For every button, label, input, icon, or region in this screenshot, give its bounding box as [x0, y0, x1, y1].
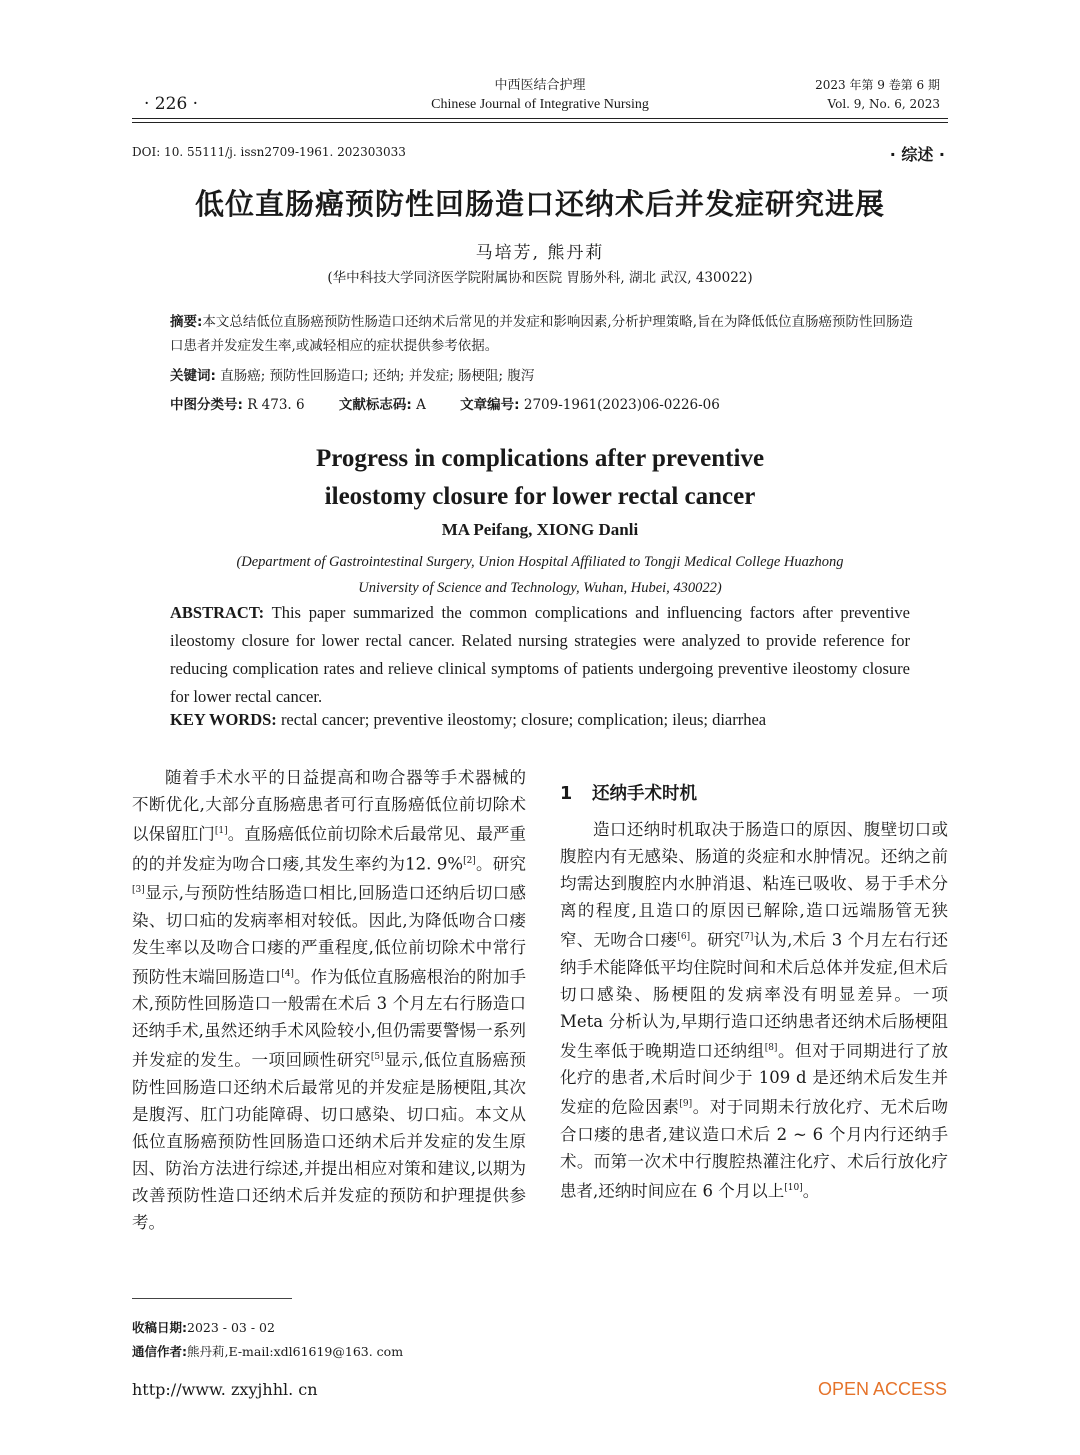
affiliation-en-line1: (Department of Gastrointestinal Surgery, Union Hospital Affiliated to Tongji Medical College Huazhong — [236, 554, 844, 570]
doc-code-label: 文献标志码: — [338, 397, 412, 413]
citation: [9] — [679, 1099, 693, 1109]
abstract-en-text: This paper summarized the common complications and influencing factors after preventive ileostomy closure for lower rectal cancer. Related nursing strategies were analyzed to provide reference for reducing complication rates and relieve clinical symptoms of patients undergoing preventive ileostomy closure for lower rectal cancer. — [170, 603, 910, 706]
section1-column — [560, 816, 948, 1204]
section-title: 还纳手术时机 — [592, 784, 697, 804]
authors-en: MA Peifang, XIONG Danli — [441, 520, 639, 539]
keywords-en — [170, 710, 930, 730]
keywords-cn-text: 直肠癌; 预防性回肠造口; 还纳; 并发症; 肠梗阻; 腹泻 — [220, 368, 535, 384]
title-en-line2: ileostomy closure for lower rectal cancer — [324, 483, 756, 510]
keywords-cn — [170, 364, 915, 384]
citation: [7] — [740, 932, 754, 942]
section-type: · 综述 · — [889, 145, 945, 164]
issue-cn: 2023 年第 9 卷第 6 期 — [815, 78, 940, 92]
affiliation-en — [160, 549, 920, 601]
title-en-line1: Progress in complications after preventive — [315, 445, 765, 472]
title-en — [100, 440, 980, 516]
keywords-en-text: rectal cancer; preventive ileostomy; closure; complication; ileus; diarrhea — [280, 710, 767, 729]
doc-code-value: A — [416, 397, 426, 413]
intro-column — [132, 764, 526, 1236]
citation: [2] — [463, 855, 476, 866]
open-access-label: OPEN ACCESS — [817, 1379, 947, 1399]
journal-name-en: Chinese Journal of Integrative Nursing — [431, 97, 649, 112]
title-cn: 低位直肠癌预防性回肠造口还纳术后并发症研究进展 — [194, 187, 885, 221]
footnotes — [132, 1316, 403, 1364]
doi: DOI: 10. 55111/j. issn2709-1961. 202303033 — [132, 145, 406, 159]
section-number: 1 — [560, 784, 573, 804]
affiliation-cn: (华中科技大学同济医学院附属协和医院 胃肠外科, 湖北 武汉, 430022) — [327, 270, 753, 286]
issue-info — [815, 76, 940, 114]
citation: [5] — [370, 1052, 384, 1062]
section1-paragraph: 造口还纳时机取决于肠造口的原因、腹壁切口或腹腔内有无感染、肠道的炎症和水肿情况。还纳之前均需达到腹腔内水肿消退、粘连已吸收、易于手术分离的程度,且造口的原因已解除,造口远端肠管无狭窄、无吻合口瘘[6]。研究[7]认为,术后 3 个月左右行还纳手术能降低平均住院时间和术后总体并发症,但术后切口感染、肠梗阻的发病率没有明显差异。一项 Meta 分析认为,早期行造口还纳患者还纳术后肠梗阻发生率低于晚期造口还纳组[8]。但对于同期进行了放化疗的患者,术后时间少于 109 d 是还纳术后发生并发症的危险因素[9]。对于同期未行放化疗、无术后吻合口瘘的患者,建议造口术后 2 ~ 6 个月内行还纳手术。而第一次术中行腹腔热灌注化疗、术后行放化疗患者,还纳时间应在 6 个月以上[10]。 — [560, 820, 949, 1200]
journal-name-cn: 中西医结合护理 — [494, 78, 586, 93]
classification-info — [170, 393, 915, 413]
article-number-label: 文章编号: — [460, 397, 520, 413]
footnote-rule — [132, 1298, 292, 1299]
header-rule — [132, 118, 948, 119]
corresponding-author: 通信作者:熊丹莉,E-mail:xdl61619@163. com — [132, 1344, 404, 1359]
affiliation-en-line2: University of Science and Technology, Wuhan, Hubei, 430022) — [358, 580, 722, 596]
section-heading — [560, 780, 697, 805]
clc-value: R 473. 6 — [247, 397, 305, 413]
citation: [8] — [764, 1042, 778, 1053]
authors-cn: 马培芳, 熊丹莉 — [475, 243, 605, 263]
received-date: 收稿日期:2023 - 03 - 02 — [132, 1320, 275, 1335]
abstract-cn-text: 本文总结低位直肠癌预防性肠造口还纳术后常见的并发症和影响因素,分析护理策略,旨在为降低低位直肠癌预防性回肠造口患者并发症发生率,或减轻相应的症状提供参考依据。 — [170, 314, 913, 354]
article-number-value: 2709-1961(2023)06-0226-06 — [523, 397, 720, 413]
citation: [4] — [281, 968, 294, 979]
issue-en: Vol. 9, No. 6, 2023 — [827, 97, 940, 111]
abstract-en — [170, 599, 910, 711]
intro-paragraph: 随着手术水平的日益提高和吻合器等手术器械的不断优化,大部分直肠癌患者可行直肠癌低位前切除术以保留肛门[1]。直肠癌低位前切除术后最常见、最严重的的并发症为吻合口瘘,其发生率约为12. 9%[2]。研究[3]显示,与预防性结肠造口相比,回肠造口还纳后切口感染、切口疝的发病率相对较低。因此,为降低吻合口瘘发生率以及吻合口瘘的严重程度,低位前切除术中常行预防性末端回肠造口[4]。作为低位直肠癌根治的附加手术,预防性回肠造口一般需在术后 3 个月左右行肠造口还纳手术,虽然还纳手术风险较小,但仍需要警惕一系列并发症的发生。一项回顾性研究[5]显示,低位直肠癌预防性回肠造口还纳术后最常见的并发症是肠梗阻,其次是腹泻、肛门功能障碍、切口感染、切口疝。本文从低位直肠癌预防性回肠造口还纳术后并发症的发生原因、防治方法进行综述,并提出相应对策和建议,以期为改善预防性造口还纳术后并发症的预防和护理提供参考。 — [132, 768, 527, 1232]
citation: [10] — [784, 1182, 803, 1193]
page-number: · 226 · — [144, 94, 199, 114]
citation: [1] — [214, 826, 228, 836]
header-rule-thin — [132, 122, 948, 123]
journal-url[interactable]: http://www. zxyjhhl. cn — [132, 1380, 318, 1399]
keywords-cn-label: 关键词: — [170, 368, 216, 384]
abstract-en-label: ABSTRACT: — [170, 603, 265, 622]
citation: [6] — [677, 932, 691, 942]
citation: [3] — [132, 885, 145, 895]
journal-name — [380, 76, 700, 114]
keywords-en-label: KEY WORDS: — [170, 710, 277, 729]
abstract-cn — [170, 310, 915, 358]
abstract-cn-label: 摘要: — [170, 314, 203, 330]
clc-label: 中图分类号: — [170, 397, 243, 413]
